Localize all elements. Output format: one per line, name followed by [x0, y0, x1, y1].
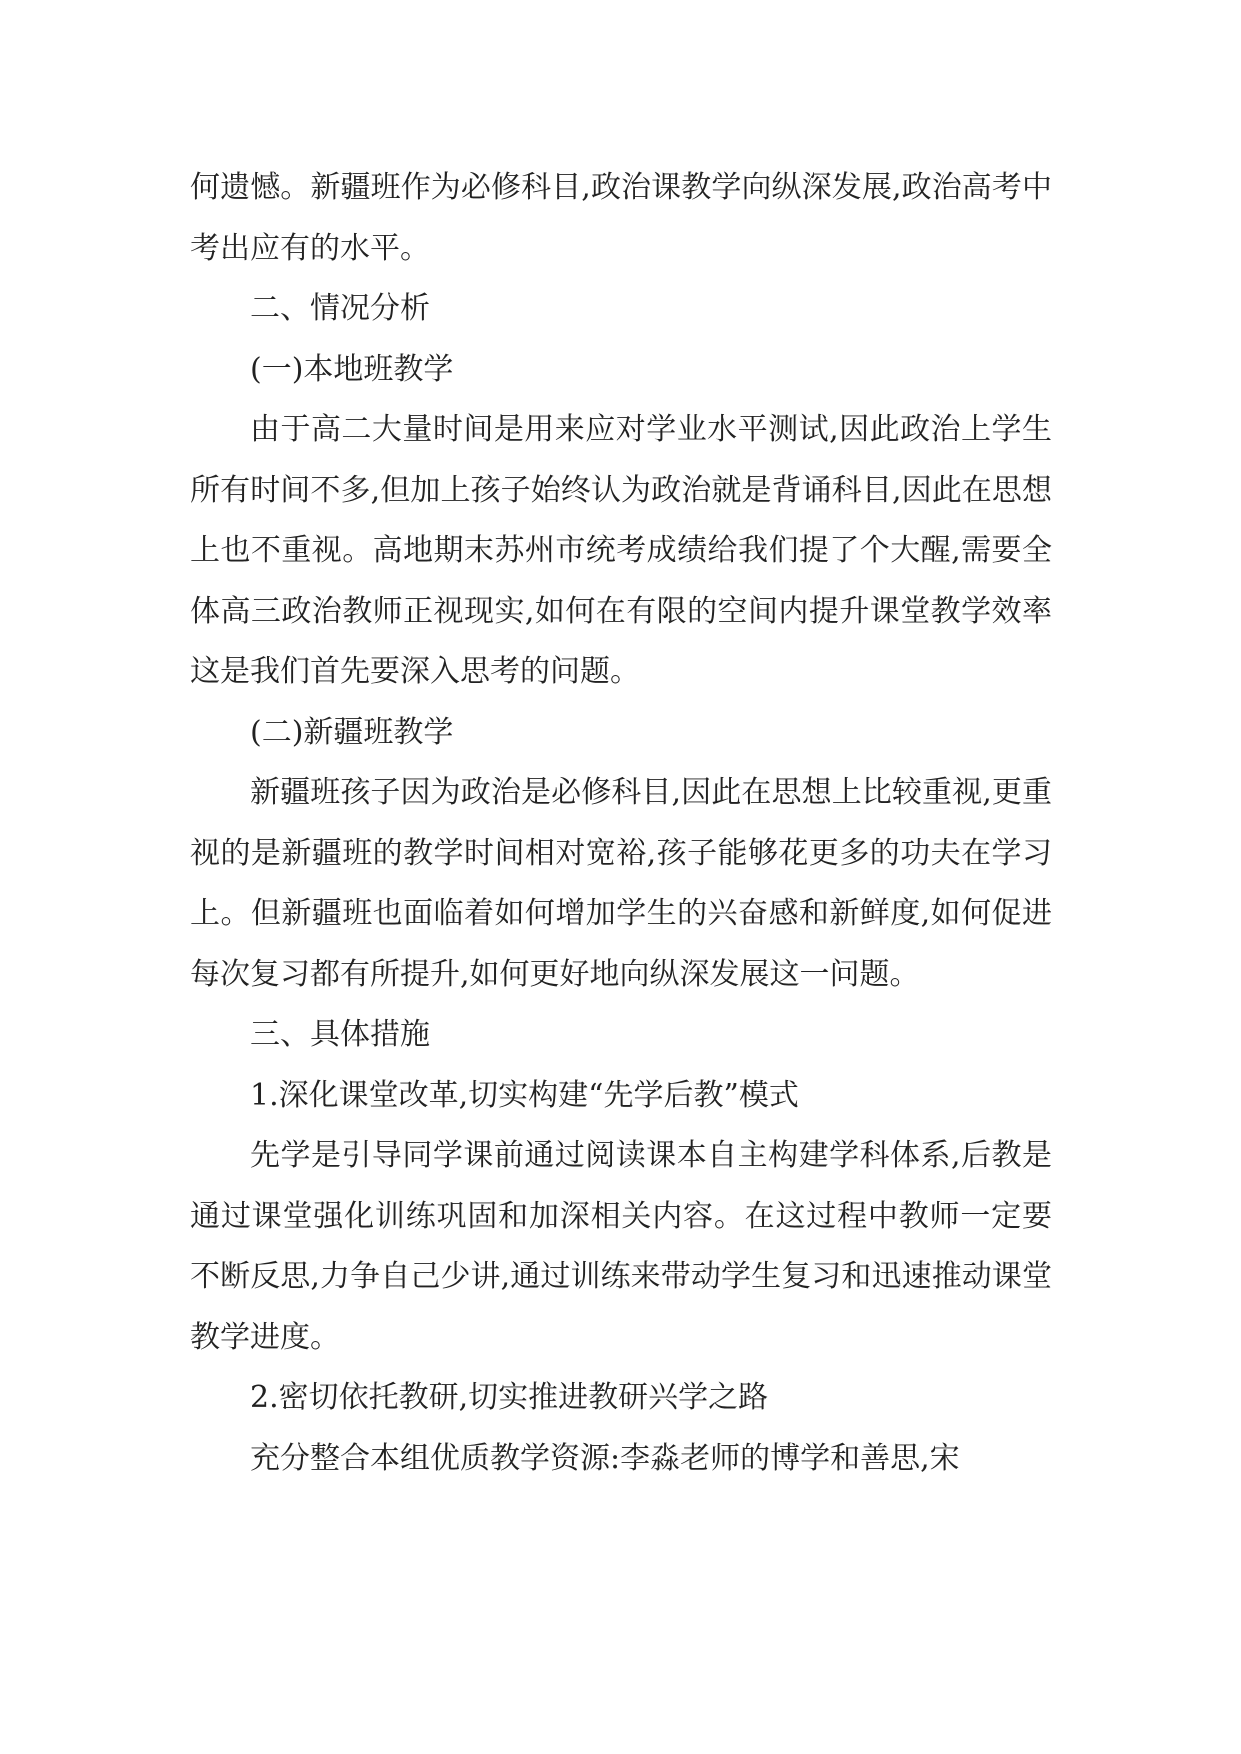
paragraph-continuation: 何遗憾。新疆班作为必修科目,政治课教学向纵深发展,政治高考中考出应有的水平。 [190, 170, 1052, 266]
subheading-local-class: (一)本地班教学 [250, 351, 454, 387]
heading-specific-measures: 三、具体措施 [250, 1017, 430, 1052]
paragraph-local-class: 由于高二大量时间是用来应对学业水平测试,因此政治上学生所有时间不多,但加上孩子始终认为政治就是背诵科目,因此在思想上也不重视。高地期末苏州市统考成绩给我们提了个大醒,需要全体高三政治教师正视现实,如何在有限的空间内提升课堂教学效率这是我们首先要深入思考的问题。 [190, 412, 1052, 689]
document-page [190, 158, 1052, 1489]
subheading-xinjiang-class: (二)新疆班教学 [250, 714, 454, 750]
subheading-measure-1: 1.深化课堂改革,切实构建“先学后教”模式 [250, 1077, 799, 1113]
subheading-measure-2: 2.密切依托教研,切实推进教研兴学之路 [250, 1380, 769, 1415]
paragraph-measure-2: 充分整合本组优质教学资源:李淼老师的博学和善思,宋 [250, 1440, 960, 1476]
heading-situation-analysis: 二、情况分析 [250, 291, 430, 326]
paragraph-xinjiang-class: 新疆班孩子因为政治是必修科目,因此在思想上比较重视,更重视的是新疆班的教学时间相对宽裕,孩子能够花更多的功夫在学习上。但新疆班也面临着如何增加学生的兴奋感和新鲜度,如何促进每次复习都有所提升,如何更好地向纵深发展这一问题。 [190, 775, 1052, 992]
paragraph-measure-1: 先学是引导同学课前通过阅读课本自主构建学科体系,后教是通过课堂强化训练巩固和加深相关内容。在这过程中教师一定要不断反思,力争自己少讲,通过训练来带动学生复习和迅速推动课堂教学进度。 [190, 1138, 1052, 1355]
